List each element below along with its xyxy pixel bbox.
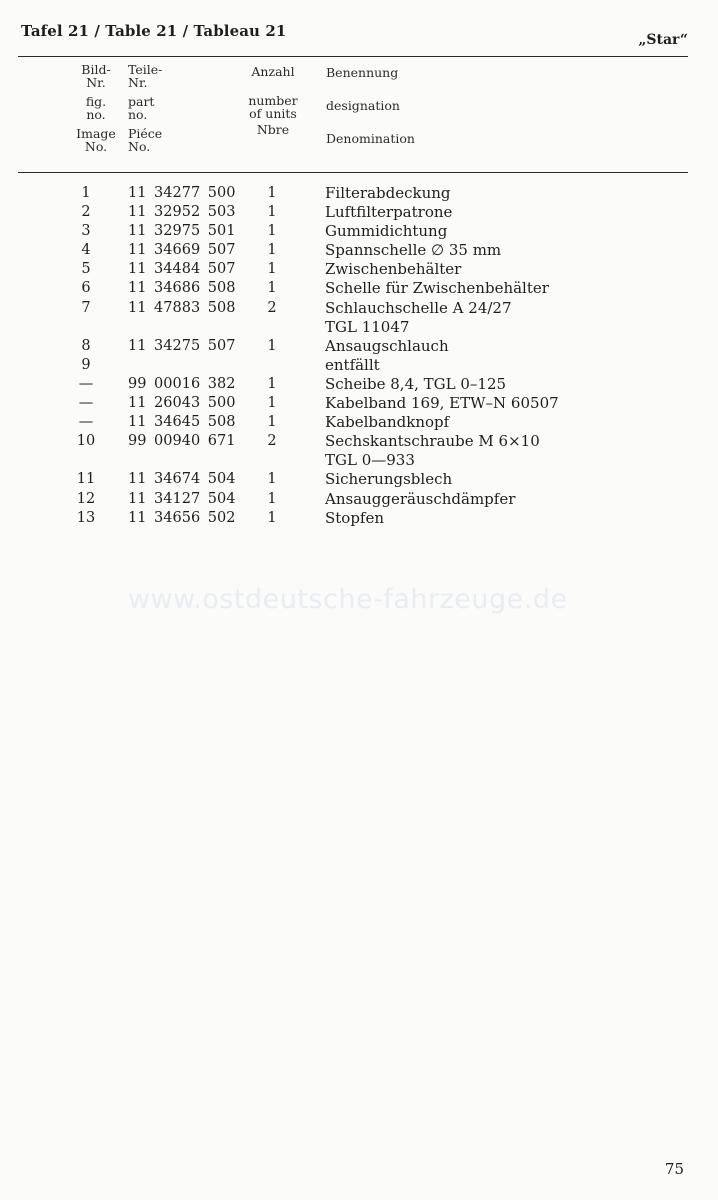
row-part-number: 11 34127 504 — [128, 490, 236, 507]
table-row — [0, 413, 718, 432]
row-designation: Sicherungsblech — [325, 470, 453, 489]
table-row — [0, 203, 718, 222]
model-name: „Star“ — [638, 32, 688, 48]
row-designation: Gummidichtung — [325, 222, 448, 241]
page-number: 75 — [664, 1160, 684, 1178]
row-designation: Kabelband 169, ETW–N 60507 — [325, 394, 559, 413]
row-image-number: — — [78, 414, 94, 431]
row-image-number: 8 — [81, 337, 91, 354]
table-row — [0, 279, 718, 298]
table-row — [0, 318, 718, 337]
row-part-number: 11 34669 507 — [128, 242, 236, 259]
row-image-number: 2 — [81, 204, 91, 221]
row-designation: Schelle für Zwischenbehälter — [325, 279, 549, 298]
table-row — [0, 222, 718, 241]
row-image-number: 10 — [76, 433, 96, 450]
row-unit-count: 2 — [267, 433, 277, 450]
table-row — [0, 375, 718, 394]
row-unit-count: 1 — [267, 395, 277, 412]
row-unit-count: 1 — [267, 414, 277, 431]
row-designation: Schlauchschelle A 24/27 — [325, 298, 512, 317]
row-unit-count: 1 — [267, 337, 277, 354]
row-part-number: 11 34686 508 — [128, 280, 236, 297]
row-part-number: 11 34277 500 — [128, 185, 236, 201]
table-row — [0, 356, 718, 375]
row-unit-count: 1 — [267, 509, 277, 526]
row-designation: TGL 0—933 — [325, 451, 415, 470]
row-designation: Ansauggeräuschdämpfer — [325, 489, 516, 508]
row-image-number: 1 — [81, 185, 91, 201]
table-row — [0, 184, 718, 203]
row-designation: Filterabdeckung — [325, 184, 451, 202]
table-row — [0, 432, 718, 451]
table-row — [0, 299, 718, 318]
header-rule — [18, 172, 688, 173]
row-image-number: 4 — [81, 242, 91, 259]
column-header-image: Bild- Nr. fig. no. Image No. — [76, 62, 116, 154]
row-designation: Ansaugschlauch — [325, 336, 449, 355]
row-part-number: 11 32975 501 — [128, 223, 236, 240]
row-image-number: — — [78, 375, 94, 392]
row-designation: Spannschelle ∅ 35 mm — [325, 241, 502, 260]
row-image-number: 12 — [76, 490, 96, 507]
table-row — [0, 260, 718, 279]
row-unit-count: 1 — [267, 375, 277, 392]
row-part-number: 11 47883 508 — [128, 299, 236, 316]
row-designation: Sechskantschraube M 6×10 — [325, 432, 540, 451]
parts-table — [0, 184, 718, 528]
row-part-number: 11 26043 500 — [128, 395, 236, 412]
row-part-number: 99 00016 382 — [128, 375, 236, 392]
row-unit-count: 1 — [267, 204, 277, 221]
table-row — [0, 470, 718, 489]
row-unit-count: 2 — [267, 299, 277, 316]
table-row — [0, 337, 718, 356]
row-unit-count: 1 — [267, 471, 277, 488]
row-designation: Kabelbandknopf — [325, 413, 450, 432]
watermark: www.ostdeutsche-fahrzeuge.de — [128, 584, 568, 615]
row-unit-count: 1 — [267, 242, 277, 259]
top-rule — [18, 56, 688, 57]
row-image-number: 3 — [81, 223, 91, 240]
row-unit-count: 1 — [267, 185, 277, 201]
row-image-number: — — [78, 395, 94, 412]
row-part-number: 99 00940 671 — [128, 433, 236, 450]
column-header-designation: Benennung designation Denomination — [326, 65, 415, 146]
table-row — [0, 509, 718, 528]
row-part-number: 11 32952 503 — [128, 204, 236, 221]
row-unit-count: 1 — [267, 490, 277, 507]
row-image-number: 7 — [81, 299, 91, 316]
row-part-number: 11 34645 508 — [128, 414, 236, 431]
table-row — [0, 490, 718, 509]
row-image-number: 5 — [81, 261, 91, 278]
row-designation: Luftfilterpatrone — [325, 203, 453, 222]
table-row — [0, 394, 718, 413]
page-title: Tafel 21 / Table 21 / Tableau 21 — [21, 22, 287, 40]
row-unit-count: 1 — [267, 223, 277, 240]
row-designation: Scheibe 8,4, TGL 0–125 — [325, 374, 507, 393]
row-image-number: 6 — [81, 280, 91, 297]
row-designation: Zwischenbehälter — [325, 260, 462, 279]
row-part-number: 11 34275 507 — [128, 337, 236, 354]
row-designation: TGL 11047 — [325, 317, 410, 336]
column-header-part: Teile- Nr. part no. Piéce No. — [128, 62, 163, 154]
column-header-count: Anzahl number of units Nbre — [248, 64, 298, 137]
table-row — [0, 241, 718, 260]
row-part-number: 11 34674 504 — [128, 471, 236, 488]
row-unit-count: 1 — [267, 261, 277, 278]
row-image-number: 13 — [76, 509, 96, 526]
row-part-number: 11 34656 502 — [128, 509, 236, 526]
row-unit-count: 1 — [267, 280, 277, 297]
row-designation: Stopfen — [325, 508, 385, 527]
row-image-number: 11 — [76, 471, 96, 488]
row-designation: entfällt — [325, 355, 380, 374]
table-row — [0, 451, 718, 470]
row-part-number: 11 34484 507 — [128, 261, 236, 278]
row-image-number: 9 — [81, 356, 91, 373]
